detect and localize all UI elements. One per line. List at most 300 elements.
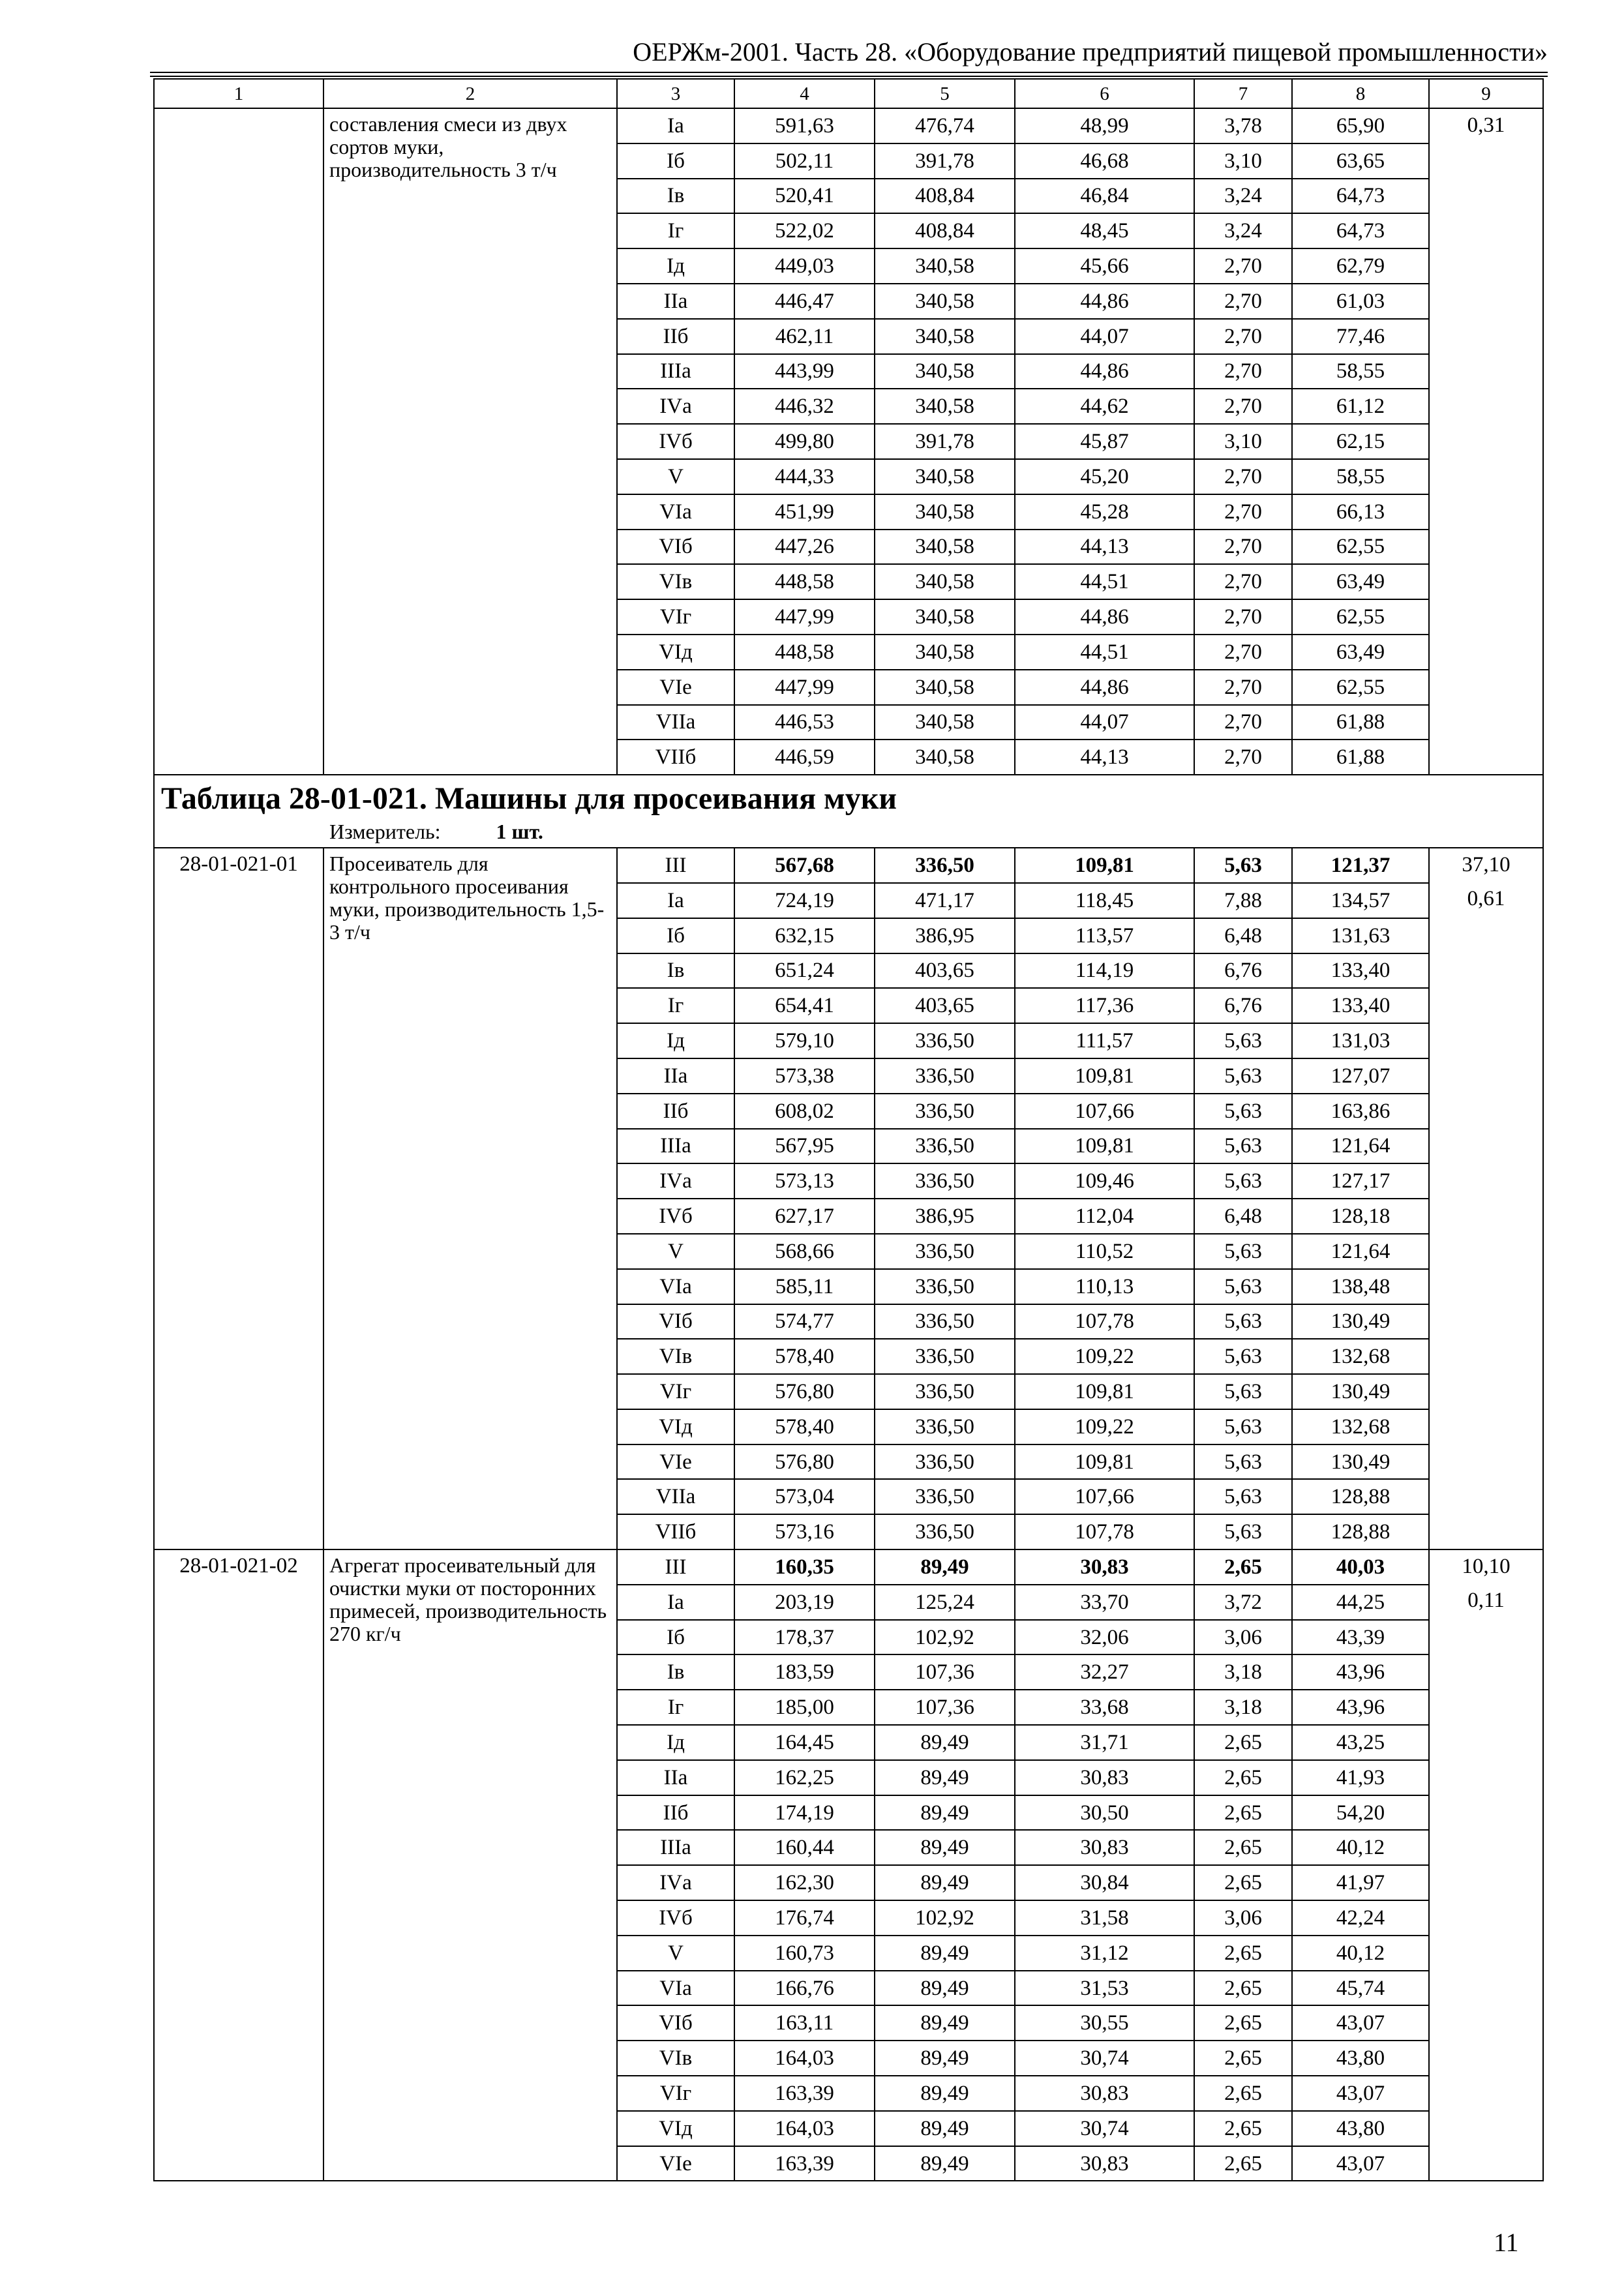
zone-cell: Iб bbox=[617, 1620, 734, 1655]
zone-cell: IVа bbox=[617, 1865, 734, 1900]
zone-cell: Iв bbox=[617, 953, 734, 989]
value-cell: 471,17 bbox=[875, 883, 1015, 918]
value-cell: 2,70 bbox=[1194, 248, 1292, 284]
zone-cell: Iд bbox=[617, 1725, 734, 1760]
value-cell: 61,03 bbox=[1292, 284, 1429, 319]
measure-line bbox=[329, 818, 1542, 845]
value-cell: 336,50 bbox=[875, 1339, 1015, 1374]
value-cell: 44,62 bbox=[1015, 389, 1194, 424]
value-cell: 43,07 bbox=[1292, 2076, 1429, 2111]
zone-cell: VIд bbox=[617, 2111, 734, 2146]
value-cell: 2,65 bbox=[1194, 1936, 1292, 1971]
value-cell: 336,50 bbox=[875, 1409, 1015, 1444]
value-cell: 446,59 bbox=[734, 740, 875, 775]
value-cell: 114,19 bbox=[1015, 953, 1194, 989]
value-cell: 128,18 bbox=[1292, 1199, 1429, 1234]
column-header: 8 bbox=[1292, 79, 1429, 108]
value-cell: 576,80 bbox=[734, 1374, 875, 1409]
value-cell: 336,50 bbox=[875, 1479, 1015, 1514]
value-cell: 2,70 bbox=[1194, 530, 1292, 565]
value-cell: 502,11 bbox=[734, 143, 875, 179]
table-row bbox=[154, 1549, 1543, 1585]
value-cell: 113,57 bbox=[1015, 918, 1194, 953]
value-cell: 43,80 bbox=[1292, 2111, 1429, 2146]
zone-cell: Iа bbox=[617, 1585, 734, 1620]
value-cell: 32,27 bbox=[1015, 1654, 1194, 1690]
value-cell: 183,59 bbox=[734, 1654, 875, 1690]
value-cell: 567,95 bbox=[734, 1129, 875, 1164]
value-cell: 127,07 bbox=[1292, 1058, 1429, 1094]
value-cell: 31,58 bbox=[1015, 1900, 1194, 1936]
zone-cell: IIIа bbox=[617, 354, 734, 389]
value-cell: 651,24 bbox=[734, 953, 875, 989]
value-cell: 44,51 bbox=[1015, 564, 1194, 599]
value-cell: 340,58 bbox=[875, 705, 1015, 740]
value-cell: 447,99 bbox=[734, 599, 875, 635]
value-cell: 5,63 bbox=[1194, 1444, 1292, 1480]
zone-cell: Iг bbox=[617, 1690, 734, 1725]
value-cell: 446,32 bbox=[734, 389, 875, 424]
value-cell: 109,22 bbox=[1015, 1339, 1194, 1374]
value-cell: 2,70 bbox=[1194, 564, 1292, 599]
value-cell: 130,49 bbox=[1292, 1374, 1429, 1409]
value-cell: 3,24 bbox=[1194, 179, 1292, 214]
value-cell: 62,55 bbox=[1292, 670, 1429, 705]
value-cell: 340,58 bbox=[875, 530, 1015, 565]
value-cell: 43,07 bbox=[1292, 2005, 1429, 2041]
value-cell: 58,55 bbox=[1292, 354, 1429, 389]
value-cell: 3,72 bbox=[1194, 1585, 1292, 1620]
value-cell: 585,11 bbox=[734, 1269, 875, 1304]
value-cell: 2,65 bbox=[1194, 1760, 1292, 1795]
zone-cell: VIг bbox=[617, 599, 734, 635]
value-cell: 41,93 bbox=[1292, 1760, 1429, 1795]
zone-cell: IIа bbox=[617, 1760, 734, 1795]
value-cell: 43,80 bbox=[1292, 2041, 1429, 2076]
zone-cell: VIд bbox=[617, 1409, 734, 1444]
value-cell: 2,70 bbox=[1194, 354, 1292, 389]
value-cell: 2,65 bbox=[1194, 1865, 1292, 1900]
document-header-title: ОЕРЖм-2001. Часть 28. «Оборудование предприятий пищевой промышленности» bbox=[633, 37, 1548, 67]
value-cell: 44,86 bbox=[1015, 599, 1194, 635]
value-cell: 340,58 bbox=[875, 354, 1015, 389]
value-cell: 64,73 bbox=[1292, 213, 1429, 248]
zone-cell: Iв bbox=[617, 179, 734, 214]
value-cell: 336,50 bbox=[875, 1444, 1015, 1480]
rate-description: составления смеси из двух сортов муки, производительность 3 т/ч bbox=[323, 108, 617, 775]
value-cell: 121,64 bbox=[1292, 1129, 1429, 1164]
value-cell: 61,88 bbox=[1292, 705, 1429, 740]
value-cell: 574,77 bbox=[734, 1304, 875, 1339]
value-cell: 132,68 bbox=[1292, 1409, 1429, 1444]
value-cell: 61,88 bbox=[1292, 740, 1429, 775]
zone-cell: VIа bbox=[617, 1269, 734, 1304]
zone-cell: VIа bbox=[617, 1971, 734, 2006]
value-cell: 5,63 bbox=[1194, 1374, 1292, 1409]
value-cell: 336,50 bbox=[875, 1374, 1015, 1409]
measure-value: 1 шт. bbox=[496, 820, 543, 844]
value-cell: 340,58 bbox=[875, 635, 1015, 670]
value-cell: 408,84 bbox=[875, 213, 1015, 248]
value-cell: 340,58 bbox=[875, 564, 1015, 599]
value-cell: 340,58 bbox=[875, 740, 1015, 775]
value-cell: 44,07 bbox=[1015, 705, 1194, 740]
value-cell: 89,49 bbox=[875, 1830, 1015, 1865]
value-cell: 109,81 bbox=[1015, 1374, 1194, 1409]
value-cell: 162,30 bbox=[734, 1865, 875, 1900]
value-cell: 164,03 bbox=[734, 2041, 875, 2076]
value-cell: 54,20 bbox=[1292, 1795, 1429, 1831]
value-cell: 107,78 bbox=[1015, 1304, 1194, 1339]
value-cell: 476,74 bbox=[875, 108, 1015, 143]
value-cell: 2,70 bbox=[1194, 389, 1292, 424]
value-cell: 391,78 bbox=[875, 424, 1015, 459]
value-cell: 109,81 bbox=[1015, 1129, 1194, 1164]
value-cell: 43,25 bbox=[1292, 1725, 1429, 1760]
value-cell: 162,25 bbox=[734, 1760, 875, 1795]
value-cell: 408,84 bbox=[875, 179, 1015, 214]
zone-cell: VIв bbox=[617, 1339, 734, 1374]
value-cell: 5,63 bbox=[1194, 1129, 1292, 1164]
value-cell: 43,96 bbox=[1292, 1654, 1429, 1690]
value-cell: 5,63 bbox=[1194, 1304, 1292, 1339]
value-cell: 110,52 bbox=[1015, 1234, 1194, 1269]
value-cell: 2,65 bbox=[1194, 1971, 1292, 2006]
rate-code bbox=[154, 108, 323, 775]
page-number: 11 bbox=[1494, 2228, 1519, 2257]
value-cell: 724,19 bbox=[734, 883, 875, 918]
value-cell: 6,48 bbox=[1194, 1199, 1292, 1234]
value-cell: 5,63 bbox=[1194, 1409, 1292, 1444]
value-cell: 2,65 bbox=[1194, 1725, 1292, 1760]
value-cell: 102,92 bbox=[875, 1620, 1015, 1655]
zone-cell: VIIб bbox=[617, 740, 734, 775]
value-cell: 31,53 bbox=[1015, 1971, 1194, 2006]
value-cell: 42,24 bbox=[1292, 1900, 1429, 1936]
value-cell: 573,16 bbox=[734, 1514, 875, 1549]
value-cell: 2,65 bbox=[1194, 1830, 1292, 1865]
zone-cell: III bbox=[617, 1549, 734, 1585]
zone-cell: VIг bbox=[617, 2076, 734, 2111]
value-cell: 578,40 bbox=[734, 1339, 875, 1374]
value-cell: 3,06 bbox=[1194, 1620, 1292, 1655]
value-cell: 391,78 bbox=[875, 143, 1015, 179]
value-cell: 44,51 bbox=[1015, 635, 1194, 670]
value-cell: 5,63 bbox=[1194, 1094, 1292, 1129]
value-cell: 89,49 bbox=[875, 2111, 1015, 2146]
header-rule bbox=[150, 76, 1548, 77]
value-cell: 62,55 bbox=[1292, 530, 1429, 565]
value-cell: 107,66 bbox=[1015, 1479, 1194, 1514]
value-cell: 3,06 bbox=[1194, 1900, 1292, 1936]
value-cell: 448,58 bbox=[734, 564, 875, 599]
value-cell: 45,28 bbox=[1015, 494, 1194, 530]
column-header: 3 bbox=[617, 79, 734, 108]
value-cell: 578,40 bbox=[734, 1409, 875, 1444]
value-cell: 340,58 bbox=[875, 494, 1015, 530]
value-cell: 107,78 bbox=[1015, 1514, 1194, 1549]
zone-cell: VIб bbox=[617, 530, 734, 565]
value-cell: 31,71 bbox=[1015, 1725, 1194, 1760]
value-cell: 89,49 bbox=[875, 1971, 1015, 2006]
value-cell: 133,40 bbox=[1292, 953, 1429, 989]
value-cell: 44,07 bbox=[1015, 319, 1194, 354]
value-cell: 579,10 bbox=[734, 1023, 875, 1058]
zone-cell: IVб bbox=[617, 1900, 734, 1936]
zone-cell: V bbox=[617, 1936, 734, 1971]
value-cell: 336,50 bbox=[875, 1129, 1015, 1164]
zone-cell: Iб bbox=[617, 918, 734, 953]
zone-cell: Iб bbox=[617, 143, 734, 179]
value-cell: 41,97 bbox=[1292, 1865, 1429, 1900]
value-cell: 128,88 bbox=[1292, 1479, 1429, 1514]
value-cell: 111,57 bbox=[1015, 1023, 1194, 1058]
value-cell: 30,83 bbox=[1015, 1830, 1194, 1865]
value-cell: 66,13 bbox=[1292, 494, 1429, 530]
value-cell: 109,81 bbox=[1015, 1058, 1194, 1094]
value-cell: 46,84 bbox=[1015, 179, 1194, 214]
rate-description: Агрегат просеивательный для очистки муки от посторонних примесей, производительность 270 кг/ч bbox=[323, 1549, 617, 2181]
value-cell: 3,24 bbox=[1194, 213, 1292, 248]
value-cell: 2,70 bbox=[1194, 494, 1292, 530]
value-cell: 2,65 bbox=[1194, 2111, 1292, 2146]
value-cell: 63,65 bbox=[1292, 143, 1429, 179]
value-cell: 3,18 bbox=[1194, 1690, 1292, 1725]
value-cell: 2,70 bbox=[1194, 459, 1292, 494]
zone-cell: VIв bbox=[617, 2041, 734, 2076]
value-cell: 30,74 bbox=[1015, 2041, 1194, 2076]
value-cell: 130,49 bbox=[1292, 1444, 1429, 1480]
value-cell: 5,63 bbox=[1194, 1163, 1292, 1199]
value-cell: 178,37 bbox=[734, 1620, 875, 1655]
value-cell: 7,88 bbox=[1194, 883, 1292, 918]
value-cell: 336,50 bbox=[875, 1058, 1015, 1094]
value-cell: 160,44 bbox=[734, 1830, 875, 1865]
value-cell: 340,58 bbox=[875, 248, 1015, 284]
value-cell: 336,50 bbox=[875, 1094, 1015, 1129]
value-cell: 164,45 bbox=[734, 1725, 875, 1760]
zone-cell: IIб bbox=[617, 1795, 734, 1831]
zone-cell: VIIа bbox=[617, 705, 734, 740]
zone-cell: Iг bbox=[617, 213, 734, 248]
value-cell: 448,58 bbox=[734, 635, 875, 670]
zone-cell: VIб bbox=[617, 2005, 734, 2041]
value-cell: 3,78 bbox=[1194, 108, 1292, 143]
value-cell: 520,41 bbox=[734, 179, 875, 214]
zone-cell: VIе bbox=[617, 2146, 734, 2181]
value-cell: 499,80 bbox=[734, 424, 875, 459]
value-cell: 30,83 bbox=[1015, 1760, 1194, 1795]
value-cell: 5,63 bbox=[1194, 1339, 1292, 1374]
value-cell: 2,65 bbox=[1194, 1549, 1292, 1585]
value-cell: 43,96 bbox=[1292, 1690, 1429, 1725]
value-cell: 31,12 bbox=[1015, 1936, 1194, 1971]
value-cell: 117,36 bbox=[1015, 988, 1194, 1023]
rate-code: 28-01-021-01 bbox=[154, 848, 323, 1549]
value-cell: 89,49 bbox=[875, 1936, 1015, 1971]
value-cell: 2,70 bbox=[1194, 740, 1292, 775]
value-cell: 40,12 bbox=[1292, 1936, 1429, 1971]
value-cell: 3,10 bbox=[1194, 143, 1292, 179]
col9-cell bbox=[1429, 848, 1543, 1549]
value-cell: 44,25 bbox=[1292, 1585, 1429, 1620]
zone-cell: IIIа bbox=[617, 1830, 734, 1865]
value-cell: 160,73 bbox=[734, 1936, 875, 1971]
col9-value: 10,10 bbox=[1462, 1555, 1511, 1579]
zone-cell: IVб bbox=[617, 1199, 734, 1234]
zone-cell: IIб bbox=[617, 1094, 734, 1129]
value-cell: 89,49 bbox=[875, 2146, 1015, 2181]
value-cell: 174,19 bbox=[734, 1795, 875, 1831]
zone-cell: VIIа bbox=[617, 1479, 734, 1514]
value-cell: 6,76 bbox=[1194, 988, 1292, 1023]
value-cell: 62,15 bbox=[1292, 424, 1429, 459]
value-cell: 112,04 bbox=[1015, 1199, 1194, 1234]
value-cell: 61,12 bbox=[1292, 389, 1429, 424]
value-cell: 160,35 bbox=[734, 1549, 875, 1585]
value-cell: 573,04 bbox=[734, 1479, 875, 1514]
rate-description: Просеиватель для контрольного просеивания муки, производительность 1,5-3 т/ч bbox=[323, 848, 617, 1549]
column-header: 7 bbox=[1194, 79, 1292, 108]
value-cell: 107,36 bbox=[875, 1654, 1015, 1690]
value-cell: 5,63 bbox=[1194, 1269, 1292, 1304]
value-cell: 89,49 bbox=[875, 1760, 1015, 1795]
col9-value: 37,10 bbox=[1462, 853, 1511, 877]
value-cell: 48,99 bbox=[1015, 108, 1194, 143]
value-cell: 45,74 bbox=[1292, 1971, 1429, 2006]
value-cell: 43,07 bbox=[1292, 2146, 1429, 2181]
value-cell: 44,86 bbox=[1015, 284, 1194, 319]
value-cell: 203,19 bbox=[734, 1585, 875, 1620]
zone-cell: IIа bbox=[617, 1058, 734, 1094]
value-cell: 32,06 bbox=[1015, 1620, 1194, 1655]
value-cell: 386,95 bbox=[875, 1199, 1015, 1234]
zone-cell: III bbox=[617, 848, 734, 883]
value-cell: 2,65 bbox=[1194, 1795, 1292, 1831]
value-cell: 30,84 bbox=[1015, 1865, 1194, 1900]
value-cell: 522,02 bbox=[734, 213, 875, 248]
value-cell: 567,68 bbox=[734, 848, 875, 883]
zone-cell: VIг bbox=[617, 1374, 734, 1409]
value-cell: 340,58 bbox=[875, 459, 1015, 494]
value-cell: 30,83 bbox=[1015, 1549, 1194, 1585]
zone-cell: Iд bbox=[617, 1023, 734, 1058]
value-cell: 5,63 bbox=[1194, 1514, 1292, 1549]
zone-cell: IVа bbox=[617, 389, 734, 424]
value-cell: 2,65 bbox=[1194, 2146, 1292, 2181]
value-cell: 340,58 bbox=[875, 670, 1015, 705]
value-cell: 131,63 bbox=[1292, 918, 1429, 953]
column-header: 9 bbox=[1429, 79, 1543, 108]
value-cell: 340,58 bbox=[875, 284, 1015, 319]
value-cell: 336,50 bbox=[875, 1023, 1015, 1058]
value-cell: 163,11 bbox=[734, 2005, 875, 2041]
value-cell: 5,63 bbox=[1194, 1234, 1292, 1269]
value-cell: 109,81 bbox=[1015, 848, 1194, 883]
value-cell: 2,70 bbox=[1194, 284, 1292, 319]
value-cell: 40,03 bbox=[1292, 1549, 1429, 1585]
zone-cell: Iд bbox=[617, 248, 734, 284]
value-cell: 44,13 bbox=[1015, 740, 1194, 775]
value-cell: 163,39 bbox=[734, 2146, 875, 2181]
value-cell: 403,65 bbox=[875, 953, 1015, 989]
measure-label: Измеритель: bbox=[329, 820, 441, 844]
value-cell: 63,49 bbox=[1292, 635, 1429, 670]
value-cell: 44,13 bbox=[1015, 530, 1194, 565]
value-cell: 5,63 bbox=[1194, 1023, 1292, 1058]
zone-cell: V bbox=[617, 1234, 734, 1269]
value-cell: 45,66 bbox=[1015, 248, 1194, 284]
value-cell: 125,24 bbox=[875, 1585, 1015, 1620]
value-cell: 573,13 bbox=[734, 1163, 875, 1199]
value-cell: 403,65 bbox=[875, 988, 1015, 1023]
value-cell: 46,68 bbox=[1015, 143, 1194, 179]
column-header: 1 bbox=[154, 79, 323, 108]
value-cell: 62,55 bbox=[1292, 599, 1429, 635]
value-cell: 89,49 bbox=[875, 2076, 1015, 2111]
value-cell: 449,03 bbox=[734, 248, 875, 284]
zone-cell: IIа bbox=[617, 284, 734, 319]
col9-cell bbox=[1429, 1549, 1543, 2181]
value-cell: 5,63 bbox=[1194, 1058, 1292, 1094]
value-cell: 632,15 bbox=[734, 918, 875, 953]
zone-cell: VIIб bbox=[617, 1514, 734, 1549]
value-cell: 121,37 bbox=[1292, 848, 1429, 883]
value-cell: 443,99 bbox=[734, 354, 875, 389]
column-header-row bbox=[154, 79, 1543, 108]
col9-value: 0,31 bbox=[1467, 113, 1505, 137]
zone-cell: Iа bbox=[617, 108, 734, 143]
value-cell: 386,95 bbox=[875, 918, 1015, 953]
value-cell: 134,57 bbox=[1292, 883, 1429, 918]
value-cell: 447,99 bbox=[734, 670, 875, 705]
value-cell: 336,50 bbox=[875, 1163, 1015, 1199]
value-cell: 451,99 bbox=[734, 494, 875, 530]
value-cell: 65,90 bbox=[1292, 108, 1429, 143]
table-title-row bbox=[154, 775, 1543, 848]
value-cell: 608,02 bbox=[734, 1094, 875, 1129]
value-cell: 110,13 bbox=[1015, 1269, 1194, 1304]
value-cell: 118,45 bbox=[1015, 883, 1194, 918]
value-cell: 48,45 bbox=[1015, 213, 1194, 248]
zone-cell: IIб bbox=[617, 319, 734, 354]
column-header: 2 bbox=[323, 79, 617, 108]
value-cell: 340,58 bbox=[875, 599, 1015, 635]
value-cell: 132,68 bbox=[1292, 1339, 1429, 1374]
value-cell: 33,70 bbox=[1015, 1585, 1194, 1620]
value-cell: 163,86 bbox=[1292, 1094, 1429, 1129]
zone-cell: IVб bbox=[617, 424, 734, 459]
value-cell: 45,87 bbox=[1015, 424, 1194, 459]
value-cell: 102,92 bbox=[875, 1900, 1015, 1936]
value-cell: 6,76 bbox=[1194, 953, 1292, 989]
value-cell: 2,65 bbox=[1194, 2005, 1292, 2041]
value-cell: 336,50 bbox=[875, 1269, 1015, 1304]
value-cell: 568,66 bbox=[734, 1234, 875, 1269]
value-cell: 89,49 bbox=[875, 1549, 1015, 1585]
value-cell: 340,58 bbox=[875, 389, 1015, 424]
value-cell: 64,73 bbox=[1292, 179, 1429, 214]
value-cell: 2,70 bbox=[1194, 319, 1292, 354]
value-cell: 2,65 bbox=[1194, 2076, 1292, 2111]
value-cell: 89,49 bbox=[875, 1865, 1015, 1900]
value-cell: 446,53 bbox=[734, 705, 875, 740]
column-header: 4 bbox=[734, 79, 875, 108]
value-cell: 128,88 bbox=[1292, 1514, 1429, 1549]
value-cell: 138,48 bbox=[1292, 1269, 1429, 1304]
value-cell: 30,83 bbox=[1015, 2146, 1194, 2181]
value-cell: 340,58 bbox=[875, 319, 1015, 354]
